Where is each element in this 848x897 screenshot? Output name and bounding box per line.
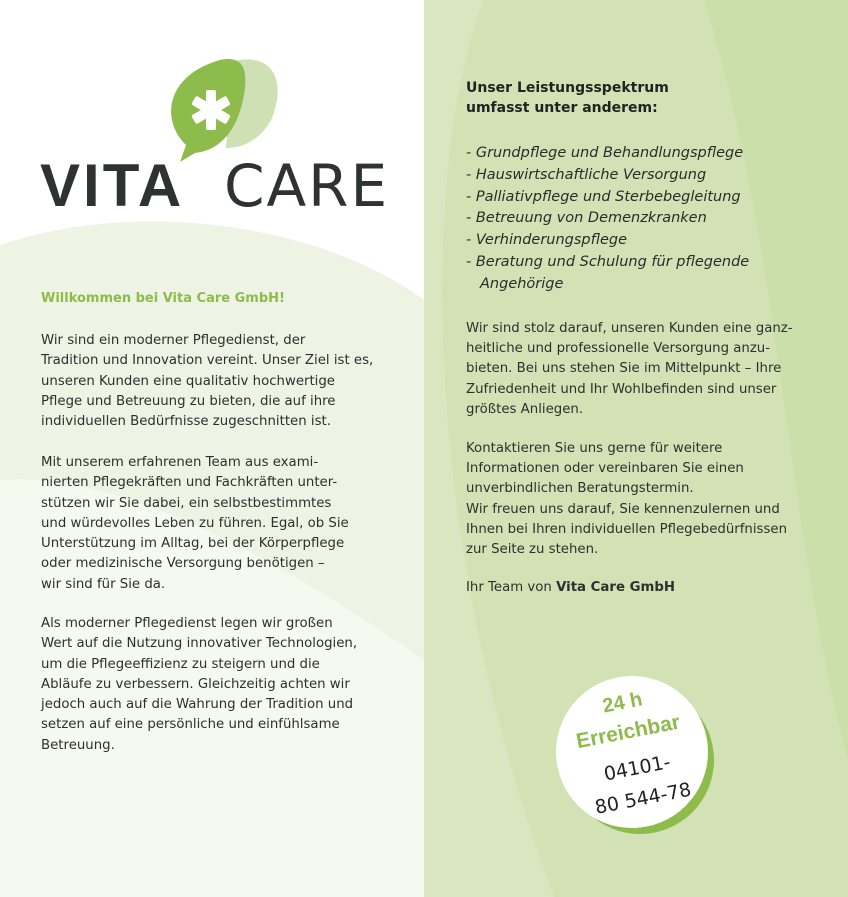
badge-24h: 24 h bbox=[600, 688, 645, 718]
heading-line: Unser Leistungsspektrum bbox=[466, 80, 669, 96]
text-line: Zufriedenheit und Ihr Wohlbefinden sind unser bbox=[466, 381, 777, 397]
text-line: Wir freuen uns darauf, Sie kennenzulernen und bbox=[466, 501, 780, 517]
contact-paragraph bbox=[466, 439, 836, 560]
text-line: Mit unserem erfahrenen Team aus exami- bbox=[41, 455, 319, 470]
welcome-heading: Willkommen bei Vita Care GmbH! bbox=[41, 291, 285, 306]
availability-badge bbox=[552, 672, 716, 836]
signature bbox=[466, 580, 675, 595]
list-item: - Grundpflege und Behandlungspflege bbox=[466, 145, 744, 161]
text-line: individuellen Bedürfnisse zugeschnitten ist. bbox=[41, 414, 331, 430]
list-item: - Hauswirtschaftliche Versorgung bbox=[466, 166, 707, 183]
signature-prefix: Ihr Team von bbox=[466, 580, 557, 595]
proud-paragraph bbox=[466, 319, 836, 420]
text-line: Kontaktieren Sie uns gerne für weitere bbox=[466, 441, 723, 456]
services-heading bbox=[466, 78, 669, 118]
text-line: Unterstützung im Alltag, bei der Körperpflege bbox=[41, 536, 345, 552]
text-line: bieten. Bei uns stehen Sie im Mittelpunkt – Ihre bbox=[466, 361, 782, 377]
text-line: Informationen oder vereinbaren Sie einen bbox=[466, 461, 744, 477]
signature-company: Vita Care GmbH bbox=[556, 580, 676, 595]
logo-word-care: CARE bbox=[224, 152, 390, 220]
vita-care-logo bbox=[0, 0, 424, 230]
intro-paragraph bbox=[41, 331, 413, 432]
badge-phone-line2: 80 544-78 bbox=[593, 778, 694, 819]
text-line: Wir sind ein moderner Pflegedienst, der bbox=[41, 333, 306, 348]
text-line: jedoch auch auf die Wahrung der Tradition und bbox=[41, 697, 354, 713]
text-line: Betreuung. bbox=[41, 737, 115, 753]
text-line: heitliche und professionelle Versorgung anzu- bbox=[466, 341, 771, 357]
text-line: wir sind für Sie da. bbox=[41, 576, 166, 592]
technology-paragraph bbox=[41, 614, 413, 756]
logo-word-vita: VITA bbox=[40, 152, 185, 219]
text-line: Abläufe zu verbessern. Gleichzeitig achten wir bbox=[41, 676, 350, 692]
text-line: Als moderner Pflegedienst legen wir großen bbox=[41, 616, 333, 631]
text-line: setzen auf eine persönliche und einfühlsame bbox=[41, 717, 340, 733]
services-list bbox=[466, 143, 749, 296]
list-item-continuation: Angehörige bbox=[480, 275, 564, 292]
list-item: - Beratung und Schulung für pflegende bbox=[466, 253, 750, 270]
text-line: oder medizinische Versorgung benötigen – bbox=[41, 556, 325, 572]
badge-erreichbar: Erreichbar bbox=[574, 710, 682, 754]
text-line: Wir sind stolz darauf, unseren Kunden eine ganz- bbox=[466, 321, 793, 336]
leaf-icon bbox=[171, 59, 278, 162]
text-line: stützen wir Sie dabei, ein selbstbestimmtes bbox=[41, 495, 332, 511]
text-line: unverbindlichen Beratungstermin. bbox=[466, 481, 694, 497]
list-item: - Palliativpflege und Sterbebegleitung bbox=[466, 188, 741, 205]
text-line: Pflege und Betreuung zu bieten, die auf ihre bbox=[41, 393, 336, 409]
badge-phone-line1: 04101- bbox=[602, 751, 673, 786]
text-line: zur Seite zu stehen. bbox=[466, 542, 599, 558]
text-line: um die Pflegeeffizienz zu steigern und die bbox=[41, 656, 320, 672]
heading-line: umfasst unter anderem: bbox=[466, 100, 658, 116]
text-line: unseren Kunden eine qualitativ hochwertige bbox=[41, 373, 335, 389]
text-line: größtes Anliegen. bbox=[466, 401, 584, 417]
list-item: - Verhinderungspflege bbox=[466, 232, 628, 249]
text-line: Tradition und Innovation vereint. Unser Ziel ist es, bbox=[41, 353, 374, 369]
team-paragraph bbox=[41, 453, 413, 595]
list-item: - Betreuung von Demenzkranken bbox=[466, 210, 707, 227]
text-line: und würdevolles Leben zu führen. Egal, ob Sie bbox=[41, 515, 349, 531]
text-line: nierten Pflegekräften und Fachkräften unter- bbox=[41, 475, 338, 491]
text-line: Ihnen bei Ihren individuellen Pflegebedürfnissen bbox=[466, 521, 788, 537]
text-line: Wert auf die Nutzung innovativer Technologien, bbox=[41, 636, 358, 652]
